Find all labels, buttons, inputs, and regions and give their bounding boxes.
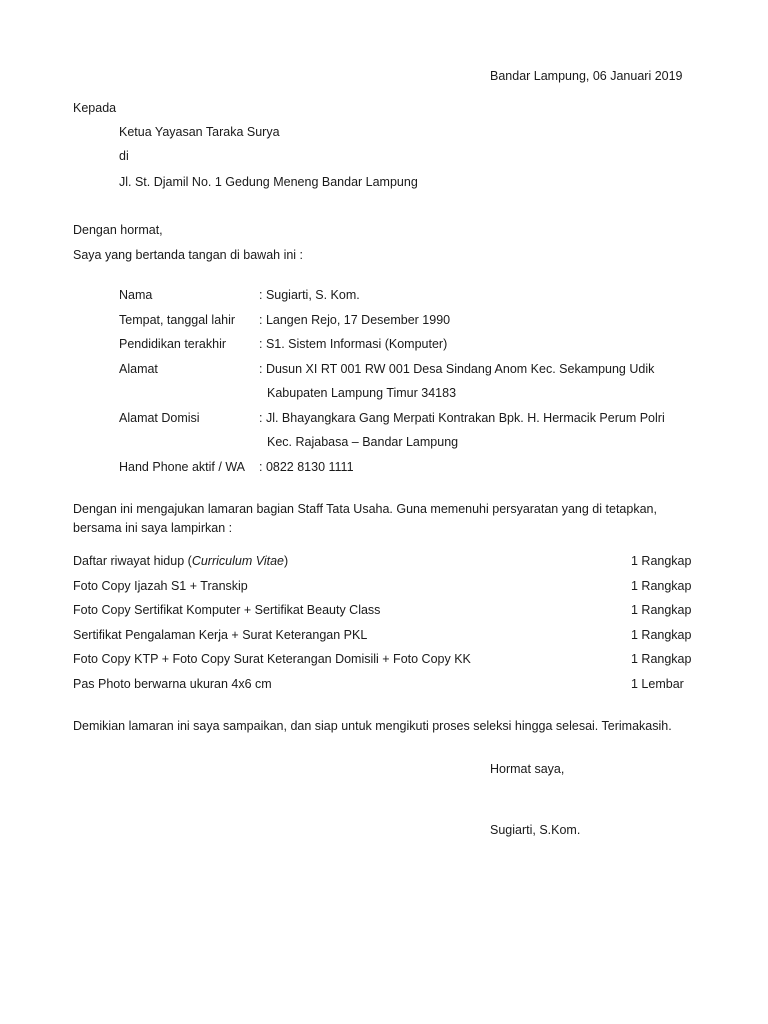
identity-label: Hand Phone aktif / WA — [119, 459, 245, 474]
identity-label: Alamat Domisi — [119, 410, 200, 425]
attachment-quantity: 1 Rangkap — [631, 627, 692, 642]
identity-row — [119, 410, 665, 459]
list-item — [73, 651, 693, 676]
list-item — [73, 627, 693, 652]
identity-row — [119, 287, 665, 312]
identity-row — [119, 459, 665, 484]
identity-row — [119, 336, 665, 361]
attachment-name: Foto Copy Ijazah S1 + Transkip — [73, 578, 248, 593]
identity-value-continuation: Kec. Rajabasa – Bandar Lampung — [267, 435, 459, 449]
closing-sentence: Demikian lamaran ini saya sampaikan, dan siap untuk mengikuti proses seleksi hingga selesai. Terimakasih. — [73, 719, 672, 733]
identity-value: : Sugiarti, S. Kom. — [259, 288, 360, 302]
identity-label: Tempat, tanggal lahir — [119, 312, 236, 327]
attachment-list — [73, 553, 693, 701]
identity-row — [119, 361, 665, 410]
identity-table — [119, 287, 665, 483]
attachment-name: Sertifikat Pengalaman Kerja + Surat Keterangan PKL — [73, 627, 368, 642]
identity-value-continuation: Kabupaten Lampung Timur 34183 — [267, 386, 457, 400]
recipient-address: Jl. St. Djamil No. 1 Gedung Meneng Bandar Lampung — [119, 175, 418, 189]
attachment-name: Pas Photo berwarna ukuran 4x6 cm — [73, 676, 272, 691]
list-item — [73, 676, 693, 701]
recipient-greeting: Kepada — [73, 101, 117, 115]
identity-value: : Dusun XI RT 001 RW 001 Desa Sindang Anom Kec. Sekampung Udik Kabupaten Lampung Timur 34183 — [259, 361, 665, 410]
identity-value: : 0822 8130 1111 — [259, 459, 354, 474]
attachment-name: Daftar riwayat hidup (Curriculum Vitae) — [73, 554, 289, 568]
identity-value: : S1. Sistem Informasi (Komputer) — [259, 337, 448, 351]
identity-row — [119, 312, 665, 337]
attachment-quantity: 1 Rangkap — [631, 578, 692, 593]
regards: Hormat saya, — [490, 762, 565, 776]
attachment-quantity: 1 Rangkap — [631, 554, 692, 568]
attachment-name: Foto Copy Sertifikat Komputer + Sertifikat Beauty Class — [73, 603, 381, 618]
attachment-quantity: 1 Rangkap — [631, 603, 692, 618]
identity-label: Pendidikan terakhir — [119, 337, 227, 351]
identity-label: Alamat — [119, 361, 158, 376]
attachment-quantity: 1 Lembar — [631, 676, 684, 691]
attachment-name: Foto Copy KTP + Foto Copy Surat Keterangan Domisili + Foto Copy KK — [73, 652, 471, 667]
intro-sentence: Saya yang bertanda tangan di bawah ini : — [73, 248, 304, 262]
salutation: Dengan hormat, — [73, 223, 163, 237]
list-item — [73, 578, 693, 603]
identity-value: : Jl. Bhayangkara Gang Merpati Kontrakan Bpk. H. Hermacik Perum Polri Kec. Rajabasa – Bandar Lampung — [259, 410, 665, 449]
recipient-name: Ketua Yayasan Taraka Surya — [119, 125, 280, 139]
attachment-quantity: 1 Rangkap — [631, 652, 692, 667]
signer-name: Sugiarti, S.Kom. — [490, 823, 581, 837]
letter-date: Bandar Lampung, 06 Januari 2019 — [490, 69, 683, 83]
application-statement: Dengan ini mengajukan lamaran bagian Staff Tata Usaha. Guna memenuhi persyaratan yang di tetapkan, bersama ini saya lampirkan : — [73, 502, 657, 535]
list-item — [73, 602, 693, 627]
identity-label: Nama — [119, 288, 153, 302]
identity-value: : Langen Rejo, 17 Desember 1990 — [259, 312, 451, 327]
recipient-preposition: di — [119, 149, 129, 163]
list-item — [73, 553, 693, 578]
